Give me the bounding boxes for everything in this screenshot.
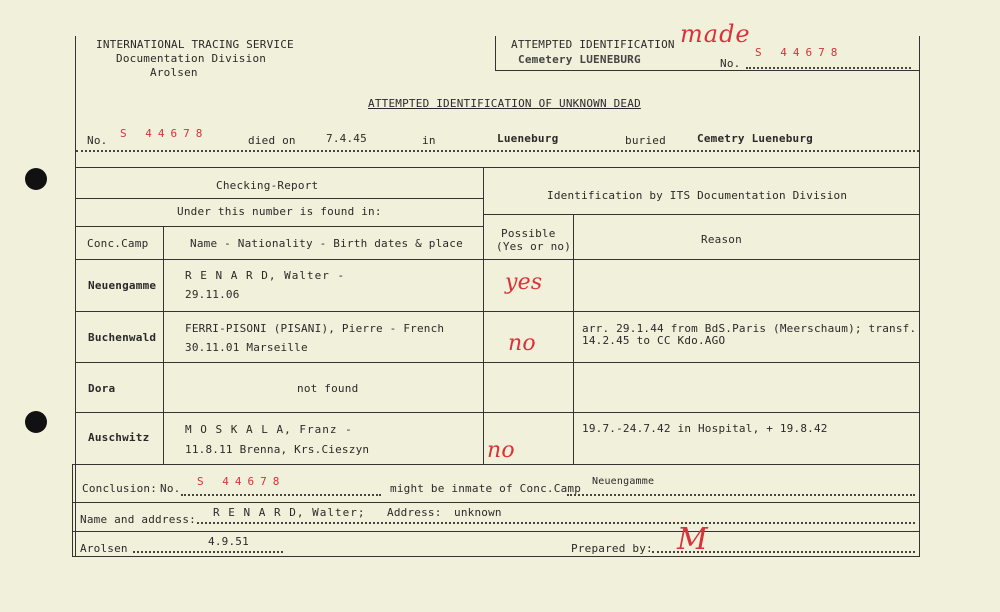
row2-name: not found: [297, 382, 359, 395]
footer-place: Arolsen: [80, 542, 128, 555]
row0-camp: Neuengamme: [88, 279, 157, 292]
conclusion-no-dotline: [181, 494, 381, 496]
footer-date: 4.9.51: [208, 535, 249, 548]
cemetery-label: Cemetery LUENEBURG: [518, 53, 641, 66]
row2-camp: Dora: [88, 382, 116, 395]
prepared-by-initial: M: [677, 522, 708, 557]
row1-reason-2: 14.2.45 to CC Kdo.AGO: [582, 334, 726, 347]
attempted-id-title: ATTEMPTED IDENTIFICATION: [511, 38, 675, 51]
conclusion-might-be: might be inmate of Conc.Camp: [390, 482, 582, 495]
row-line-2: [75, 362, 920, 363]
col-camp-divider: [163, 226, 164, 464]
under-number-label: Under this number is found in:: [177, 205, 382, 218]
col-possible-divider: [573, 214, 574, 464]
row0-name: R E N A R D, Walter -: [185, 269, 346, 282]
header-box-bottom: [495, 70, 920, 71]
row1-name: FERRI-PISONI (PISANI), Pierre - French: [185, 322, 445, 335]
buried-label: buried: [625, 134, 666, 147]
col-possible-header-1: Possible: [501, 227, 556, 240]
org-line1: INTERNATIONAL TRACING SERVICE: [96, 38, 294, 51]
org-line2: Documentation Division: [116, 52, 267, 65]
conclusion-line: [73, 502, 920, 503]
footer-date-dotline: [133, 551, 283, 553]
identification-header: Identification by ITS Documentation Division: [547, 189, 848, 202]
conclusion-label: Conclusion:: [82, 482, 158, 495]
checking-line: [76, 198, 483, 199]
record-number: S 44678: [120, 127, 209, 140]
conclusion-left: [72, 464, 73, 556]
header-row-line-right: [483, 214, 919, 215]
org-line3: Arolsen: [150, 66, 198, 79]
address-value: unknown: [454, 506, 502, 519]
conclusion-no-label: No.: [160, 482, 181, 495]
row-line-0: [75, 259, 920, 260]
conclusion-camp-dotline: [567, 494, 915, 496]
card-border-left: [75, 36, 76, 556]
header-no-label: No.: [720, 57, 741, 70]
handwritten-made: made: [680, 20, 751, 48]
prepared-by-label: Prepared by:: [571, 542, 653, 555]
row3-camp: Auschwitz: [88, 431, 150, 444]
row0-dates: 29.11.06: [185, 288, 240, 301]
conclusion-camp: Neuengamme: [592, 476, 655, 487]
form-title: ATTEMPTED IDENTIFICATION OF UNKNOWN DEAD: [368, 97, 641, 110]
punch-hole-top: [25, 168, 47, 190]
name-address-value: R E N A R D, Walter;: [213, 506, 366, 519]
in-label: in: [422, 134, 436, 147]
name-address-line: [73, 531, 920, 532]
header-box-left: [495, 36, 496, 70]
address-label: Address:: [387, 506, 442, 519]
table-divider: [483, 167, 484, 464]
col-camp-header: Conc.Camp: [87, 237, 149, 250]
row-line-1: [75, 311, 920, 312]
row1-camp: Buchenwald: [88, 331, 157, 344]
col-possible-header-2: (Yes or no): [496, 240, 572, 253]
col-name-header: Name - Nationality - Birth dates & place: [190, 237, 463, 250]
header-row-line-left: [76, 226, 483, 227]
checking-report-label: Checking-Report: [216, 179, 319, 192]
conclusion-number: S 44678: [197, 475, 286, 488]
row3-possible: no: [487, 438, 515, 463]
record-line: [76, 150, 919, 152]
death-place: Lueneburg: [497, 132, 559, 145]
row1-dates: 30.11.01 Marseille: [185, 341, 308, 354]
row3-dates: 11.8.11 Brenna, Krs.Cieszyn: [185, 443, 370, 456]
header-number: S 44678: [755, 46, 844, 59]
row1-possible: no: [508, 331, 536, 356]
buried-value: Cemetry Lueneburg: [697, 132, 813, 145]
row1-reason-1: arr. 29.1.44 from BdS.Paris (Meerschaum); transf.: [582, 322, 917, 335]
row0-possible: yes: [505, 270, 543, 295]
conclusion-top: [72, 464, 920, 465]
row-line-3: [75, 412, 920, 413]
row3-reason-1: 19.7.-24.7.42 in Hospital, + 19.8.42: [582, 422, 828, 435]
card-border-bottom: [72, 556, 920, 557]
punch-hole-bottom: [25, 411, 47, 433]
card-border-right: [919, 36, 920, 556]
col-reason-header: Reason: [701, 233, 742, 246]
header-no-dotline: [746, 67, 911, 69]
name-address-dotline: [197, 522, 915, 524]
table-top: [75, 167, 920, 168]
record-no-label: No.: [87, 134, 108, 147]
row3-name: M O S K A L A, Franz -: [185, 423, 353, 436]
died-on-value: 7.4.45: [326, 132, 367, 145]
name-address-label: Name and address:: [80, 513, 196, 526]
died-on-label: died on: [248, 134, 296, 147]
